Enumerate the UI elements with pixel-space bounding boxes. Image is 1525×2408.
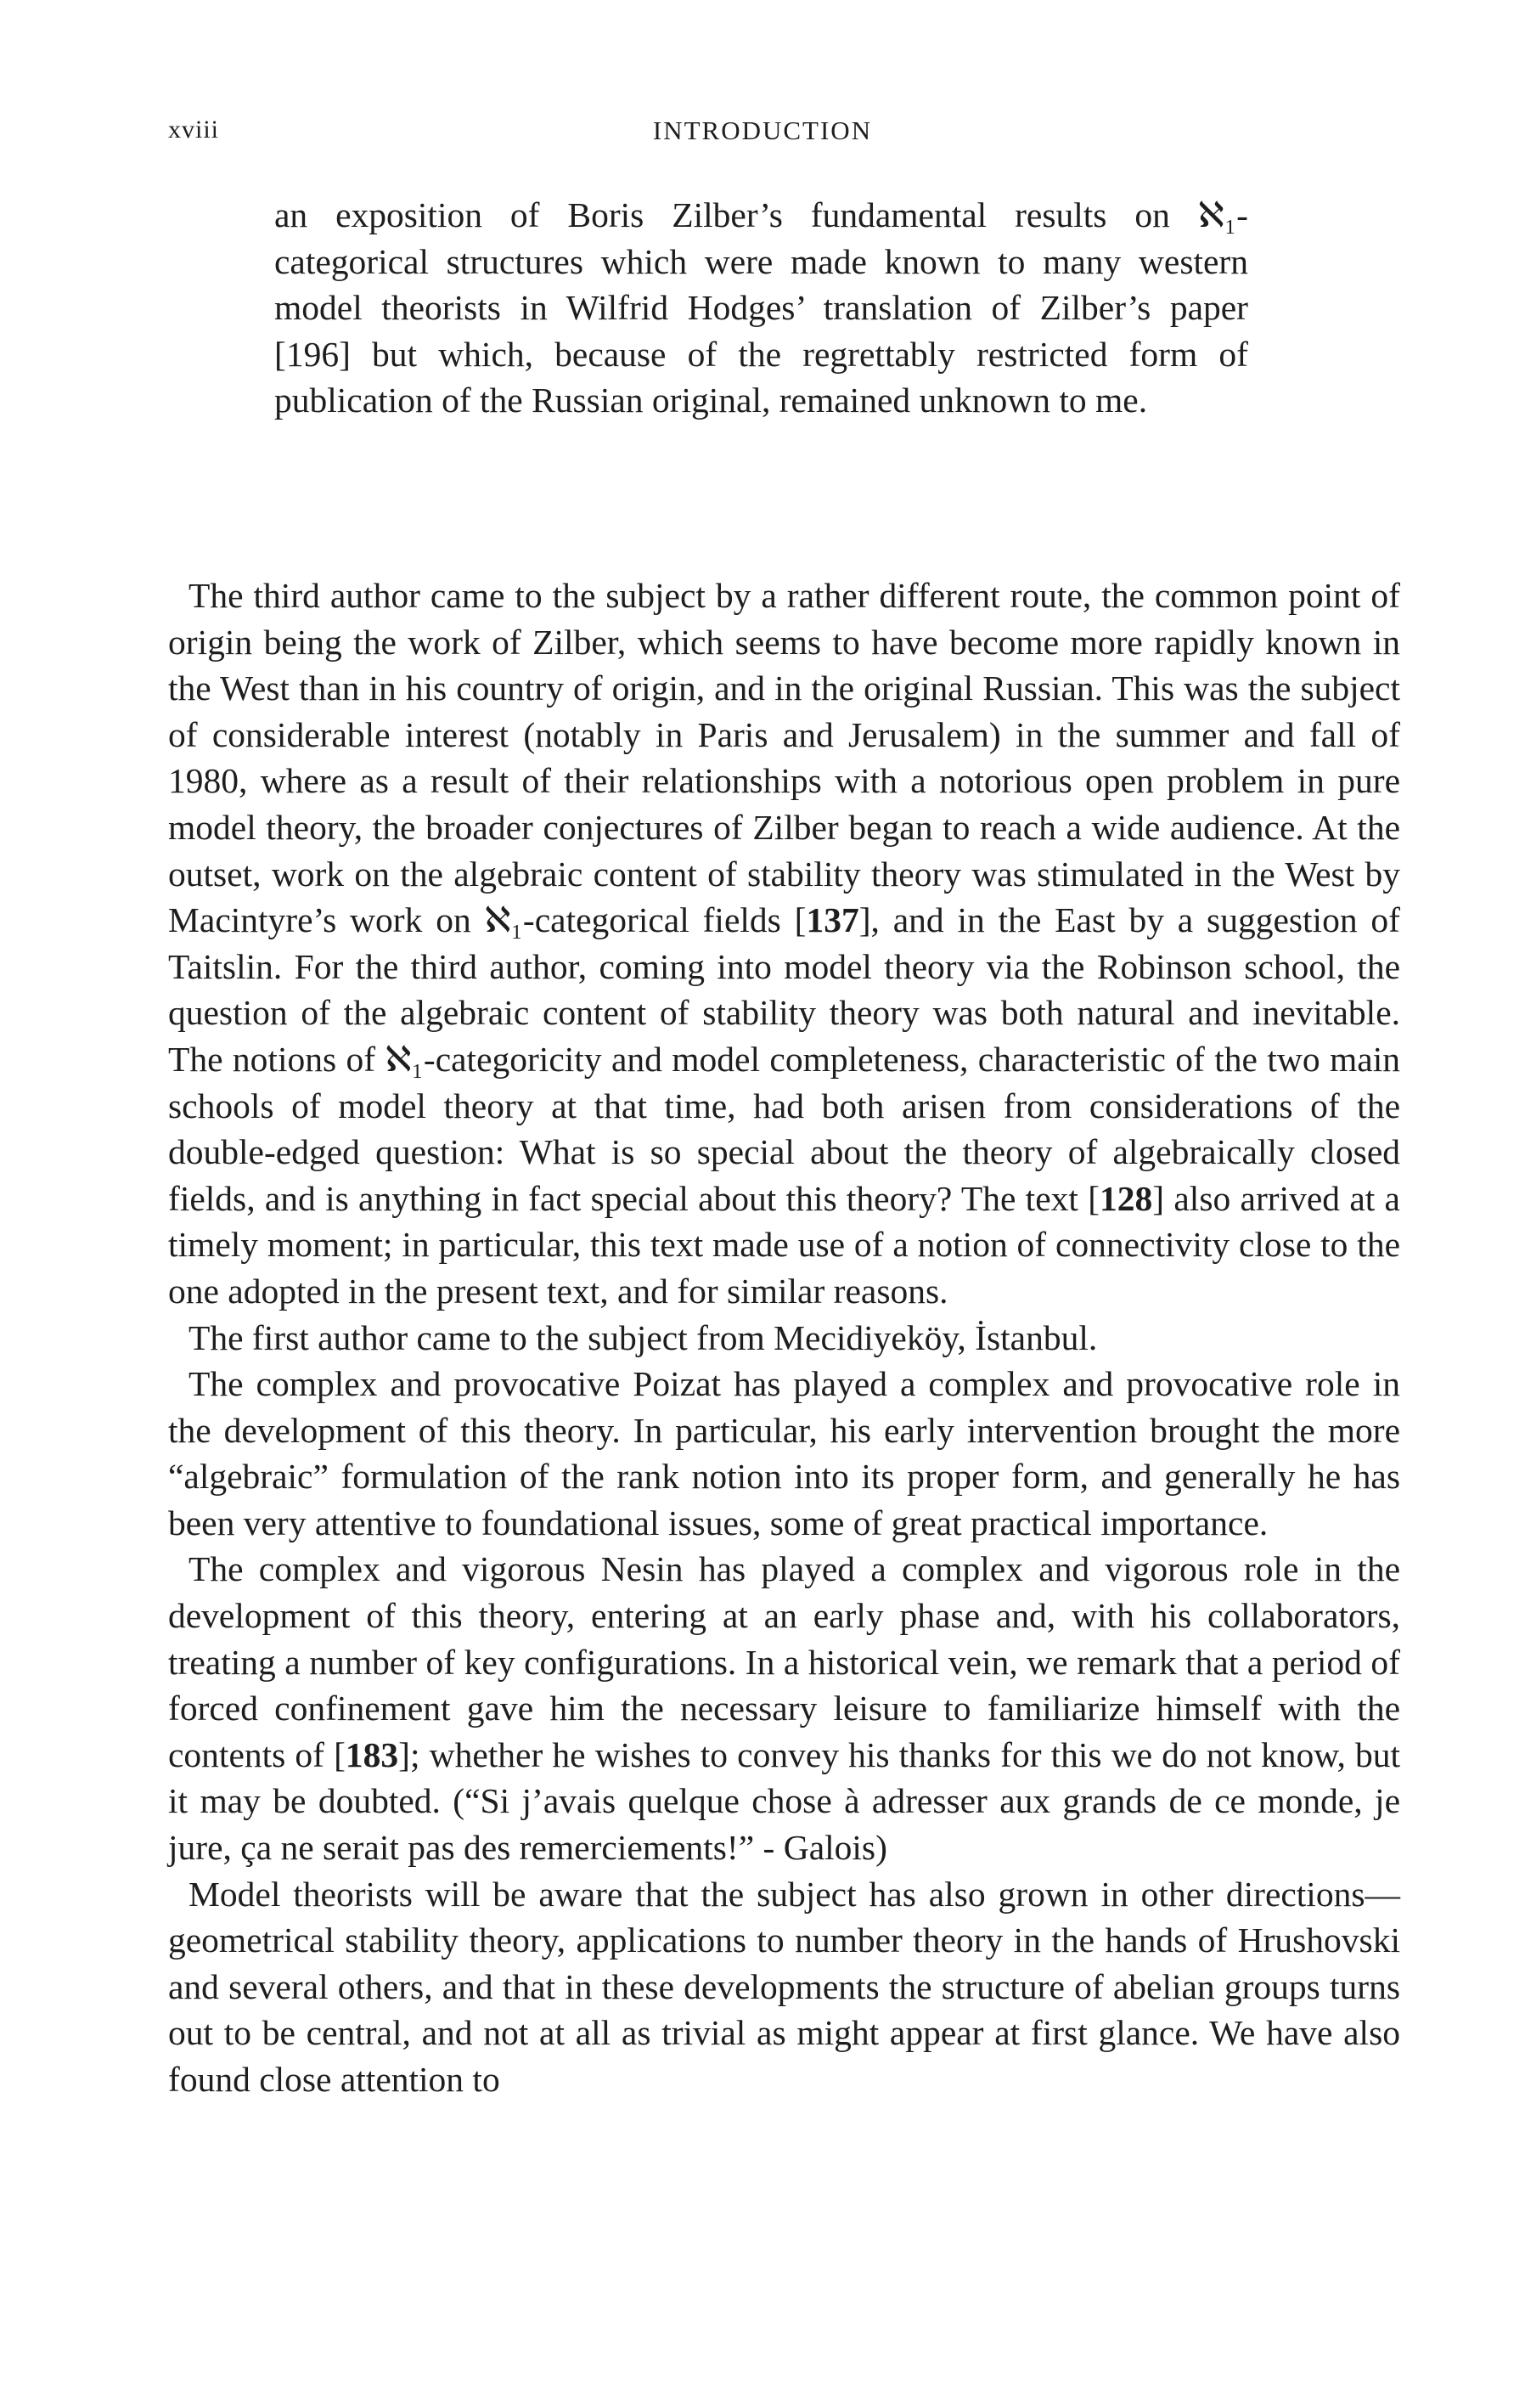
citation-ref: 137 <box>806 900 859 940</box>
text-segment: The complex and vigorous Nesin has played a complex and vigorous role in the development of this theory, entering at an early phase and, with his collaborators, treating a number of key configurations. In a historical vein, we remark that a period of forced confinement gave him the necessary leisure to familiarize himself with the contents of [ <box>168 1549 1400 1774</box>
text-segment: ], and in the East by a suggestion of Taitslin. For the third author, coming into model theory via the Robinson school, the question of the algebraic content of stability theory was both natural and inevitable. The notions of ℵ₁-categoricity and model completeness, characteristic of the two main schools of model theory at that time, had both arisen from considerations of the double-edged question: What is so special about the theory of algebraically closed fields, and is anything in fact special about this theory? The text [ <box>168 900 1400 1218</box>
text-segment: ]; whether he wishes to convey his thanks for this we do not know, but it may be doubted. (“Si j’avais quelque chose à adresser aux grands de ce monde, je jure, ça ne serait pas des remerciements!” - Galois) <box>168 1734 1400 1868</box>
text-segment: ] also arrived at a timely moment; in particular, this text made use of a notion of connectivity close to the one adopted in the present text, and for similar reasons. <box>168 1178 1400 1311</box>
page-number: xviii <box>168 116 220 144</box>
body-text <box>168 572 1400 2103</box>
text-segment: The third author came to the subject by a rather different route, the common point of origin being the work of Zilber, which seems to have become more rapidly known in the West than in his country of origin, and in the original Russian. This was the subject of considerable interest (notably in Paris and Jerusalem) in the summer and fall of 1980, where as a result of their relationships with a notorious open problem in pure model theory, the broader conjectures of Zilber began to reach a wide audience. At the outset, work on the algebraic content of stability theory was stimulated in the West by Macintyre’s work on ℵ₁-categorical fields [ <box>168 576 1400 940</box>
paragraph-nesin <box>168 1546 1400 1870</box>
text-segment: The first author came to the subject from Mecidiyeköy, İstanbul. <box>189 1317 1098 1357</box>
quote-paragraph: an exposition of Boris Zilber’s fundamental results on ℵ₁-categorical structures which were made known to many western model theorists in Wilfrid Hodges’ translation of Zilber’s paper [196] but which, because of the regrettably restricted form of publication of the Russian original, remained unknown to me. <box>274 195 1248 420</box>
paragraph-poizat <box>168 1361 1400 1546</box>
citation-ref: 183 <box>345 1734 399 1774</box>
paragraph-third-author <box>168 572 1400 1315</box>
text-segment: Model theorists will be aware that the subject has also grown in other directions—geometrical stability theory, applications to number theory in the hands of Hrushovski and several others, and that in these developments the structure of abelian groups turns out to be central, and not at all as trivial as might appear at first glance. We have also found close attention to <box>168 1874 1400 2099</box>
block-quote <box>274 192 1248 424</box>
paragraph-model-theorists <box>168 1871 1400 2103</box>
text-segment: The complex and provocative Poizat has played a complex and provocative role in the development of this theory. In particular, his early intervention brought the more “algebraic” formulation of the rank notion into its proper form, and generally he has been very attentive to foundational issues, some of great practical importance. <box>168 1364 1400 1542</box>
citation-ref: 128 <box>1100 1178 1153 1218</box>
paragraph-first-author <box>168 1315 1400 1362</box>
page-header <box>0 116 1525 166</box>
running-head: INTRODUCTION <box>652 116 873 145</box>
